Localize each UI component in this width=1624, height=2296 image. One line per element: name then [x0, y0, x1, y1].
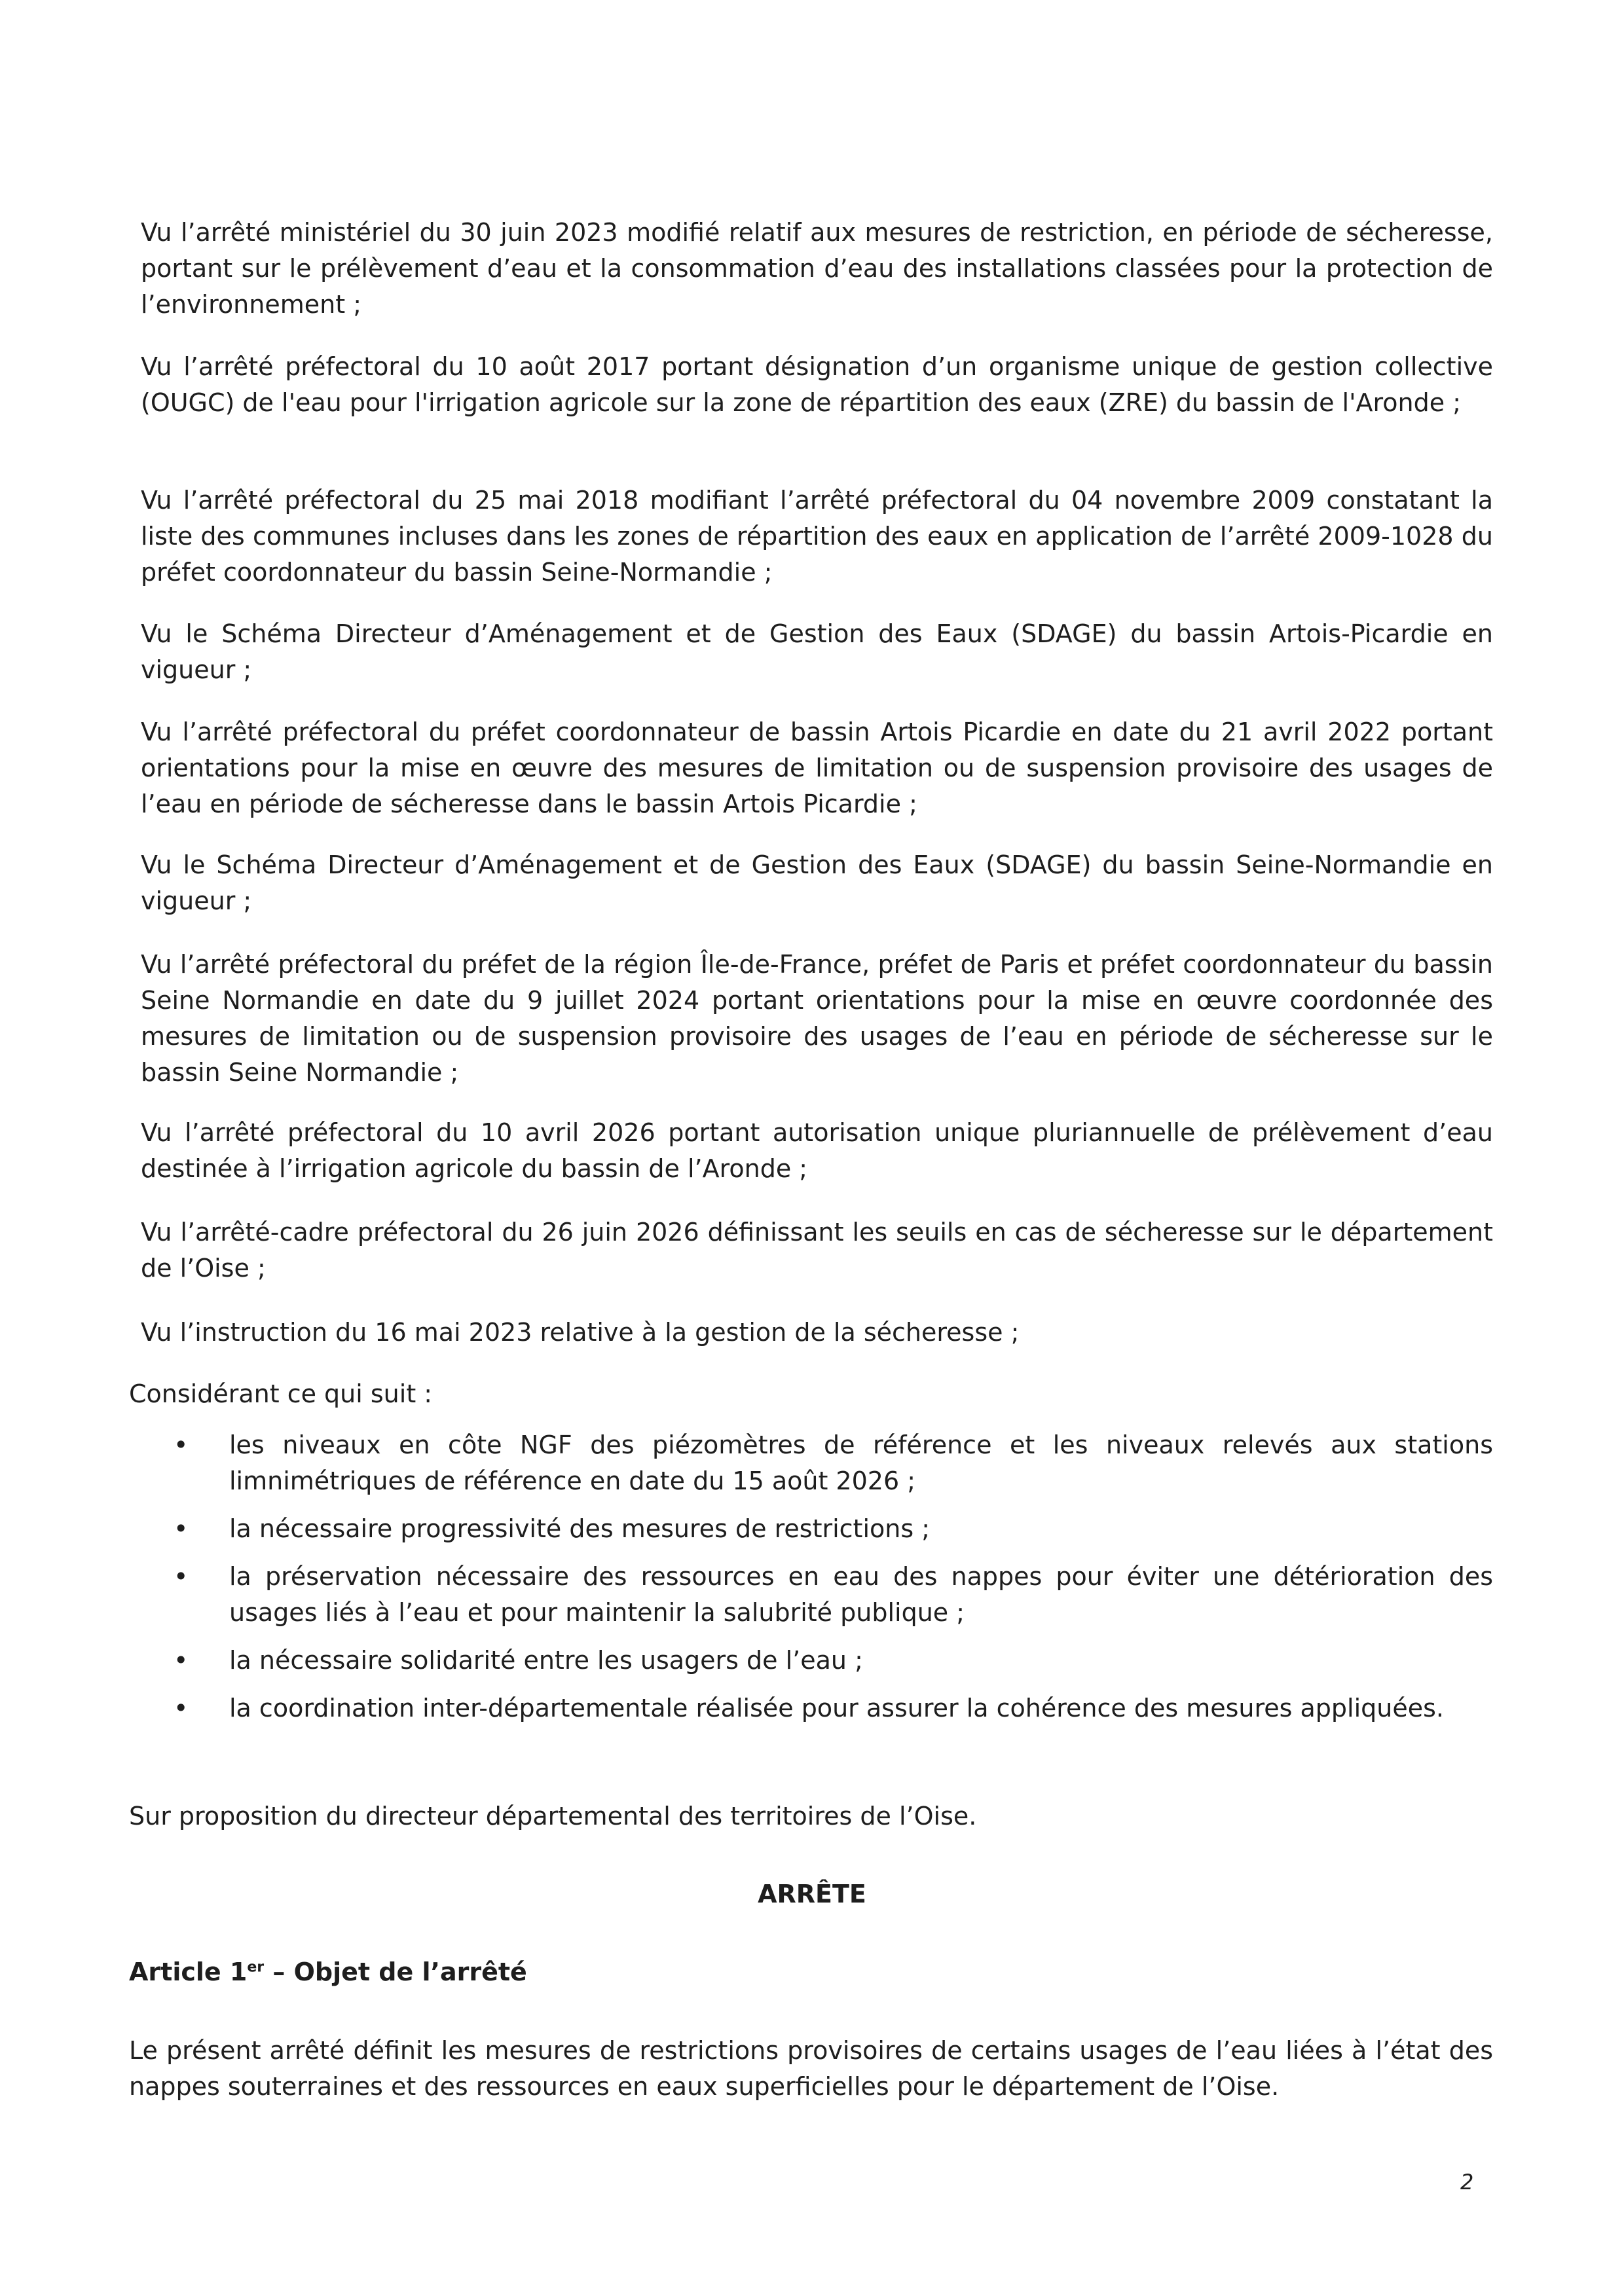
considering-list	[174, 1427, 1493, 1738]
considerations-paragraph-8: Vu l’arrêté préfectoral du 10 avril 2026 portant autorisation unique pluriannuelle de prélèvement d’eau destinée à l’irrigation agricole du bassin de l’Aronde ;	[141, 1118, 1493, 1183]
article-1-title	[129, 1954, 527, 1990]
bullet-icon: •	[174, 1430, 189, 1459]
article-1-text: Le présent arrêté définit les mesures de restrictions provisoires de certains usages de l’eau liées à l’état des nappes souterraines et des ressources en eaux superficielles pour le département de l’Oise.	[129, 2036, 1493, 2101]
considerations-paragraph-7: Vu l’arrêté préfectoral du préfet de la région Île-de-France, préfet de Paris et préfet coordonnateur du bassin Seine Normandie en date du 9 juillet 2024 portant orientations pour la mise en œuvre coordonnée des mesures de limitation ou de suspension provisoire des usages de l’eau en période de sécheresse sur le bassin Seine Normandie ;	[141, 950, 1493, 1087]
considerations-paragraph-10: Vu l’instruction du 16 mai 2023 relative à la gestion de la sécheresse ;	[141, 1318, 1020, 1347]
considerations-paragraph-9: Vu l’arrêté-cadre préfectoral du 26 juin 2026 définissant les seuils en cas de sécheresse sur le département de l’Oise ;	[141, 1218, 1493, 1283]
considerations-paragraph-2: Vu l’arrêté préfectoral du 10 août 2017 portant désignation d’un organisme unique de gestion collective (OUGC) de l'eau pour l'irrigation agricole sur la zone de répartition des eaux (ZRE) du bassin de l'Aronde ;	[141, 352, 1493, 417]
list-item	[174, 1643, 1493, 1679]
bullet-icon: •	[174, 1514, 189, 1543]
bullet-icon: •	[174, 1562, 189, 1591]
list-item	[174, 1427, 1493, 1499]
list-item-text: la nécessaire progressivité des mesures de restrictions ;	[229, 1514, 931, 1543]
bullet-icon: •	[174, 1646, 189, 1675]
proposal-paragraph: Sur proposition du directeur départemental des territoires de l’Oise.	[129, 1802, 977, 1831]
considerations-paragraph-3: Vu l’arrêté préfectoral du 25 mai 2018 modifiant l’arrêté préfectoral du 04 novembre 2009 constatant la liste des communes incluses dans les zones de répartition des eaux en application de l’arrêté 2009-1028 du préfet coordonnateur du bassin Seine-Normandie ;	[141, 486, 1493, 587]
list-item-text: la préservation nécessaire des ressources en eau des nappes pour éviter une détérioration des usages liés à l’eau et pour maintenir la salubrité publique ;	[229, 1562, 1493, 1627]
list-item	[174, 1511, 1493, 1547]
page-number: 2	[1460, 2170, 1474, 2195]
list-item	[174, 1559, 1493, 1631]
article-1-title-superscript: er	[247, 1959, 265, 1976]
list-item-text: les niveaux en côte NGF des piézomètres de référence et les niveaux relevés aux stations limnimétriques de référence en date du 15 août 2026 ;	[229, 1430, 1493, 1495]
list-item-text: la nécessaire solidarité entre les usagers de l’eau ;	[229, 1646, 863, 1675]
decree-heading: ARRÊTE	[758, 1880, 866, 1908]
bullet-icon: •	[174, 1694, 189, 1722]
considerations-paragraph-1: Vu l’arrêté ministériel du 30 juin 2023 modifié relatif aux mesures de restriction, en période de sécheresse, portant sur le prélèvement d’eau et la consommation d’eau des installations classées pour la protection de l’environnement ;	[141, 218, 1493, 319]
article-1-title-suffix: – Objet de l’arrêté	[264, 1958, 527, 1986]
article-1-title-prefix: Article 1	[129, 1958, 248, 1986]
considerations-paragraph-6: Vu le Schéma Directeur d’Aménagement et de Gestion des Eaux (SDAGE) du bassin Seine-Normandie en vigueur ;	[141, 850, 1493, 915]
list-item-text: la coordination inter-départementale réalisée pour assurer la cohérence des mesures appliquées.	[229, 1694, 1445, 1722]
list-item	[174, 1690, 1493, 1726]
considering-intro: Considérant ce qui suit :	[129, 1379, 433, 1408]
considerations-paragraph-5: Vu l’arrêté préfectoral du préfet coordonnateur de bassin Artois Picardie en date du 21 avril 2022 portant orientations pour la mise en œuvre des mesures de limitation ou de suspension provisoire des usages de l’eau en période de sécheresse dans le bassin Artois Picardie ;	[141, 718, 1493, 818]
considerations-paragraph-4: Vu le Schéma Directeur d’Aménagement et de Gestion des Eaux (SDAGE) du bassin Artois-Picardie en vigueur ;	[141, 619, 1493, 684]
